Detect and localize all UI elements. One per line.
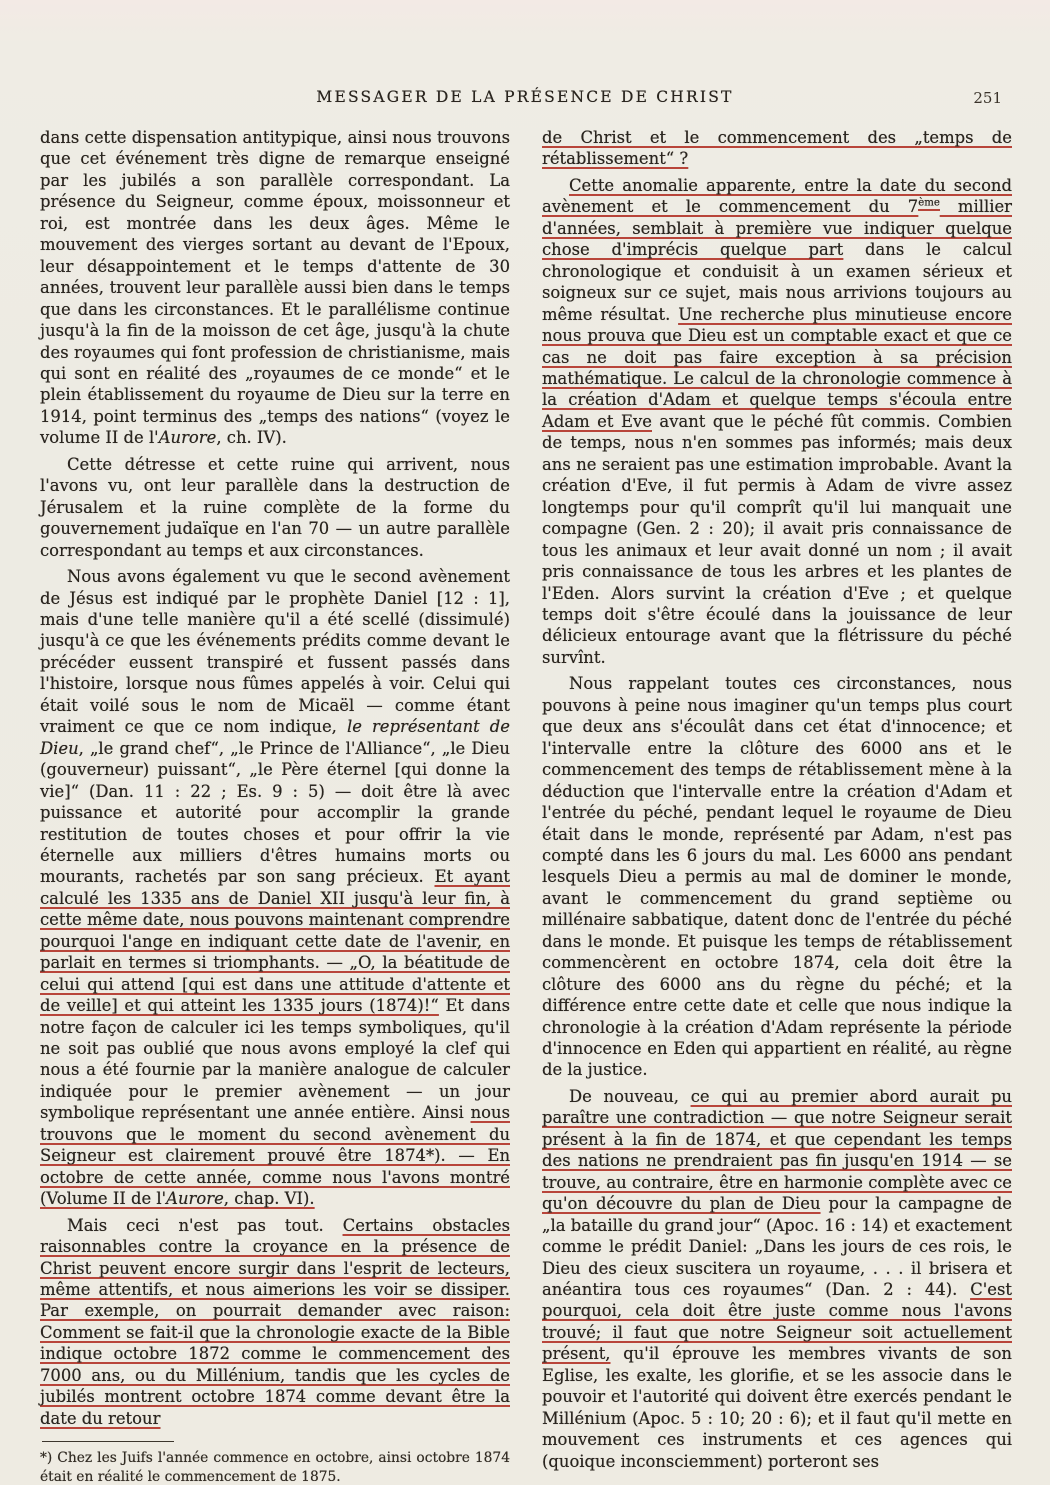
footnote-separator: [42, 1441, 174, 1442]
text-run: C'est pourquoi, cela doit être juste comme nous l'avons trouvé; il faut que notre Seigneur soit actuellement présent,: [542, 1280, 1012, 1364]
text-run: Nous rappelant toutes ces circonstances, nous pouvons à peine nous imaginer qu'un temps plus court que deux ans s'écoulât dans cet état d'innocence; et l'intervalle entre la clôture des 6000 ans et le commencement des temps de rétablissement mène à la déduction que l'intervalle entre la création d'Adam et l'entrée du péché, pendant lequel le royaume de Dieu était dans le monde, représenté par Adam, n'est pas compté dans les 6 jours du mal. Les 6000 ans pendant lesquels Dieu a permis au mal de dominer le monde, avant le commencement du grand septième ou millénaire sabbatique, datent donc de l'entrée du péché dans le monde. Et puisque les temps de rétablissement commencèrent en octobre 1874, cela doit être la clôture des 6000 ans du règne du péché; et la différence entre cette date et celle que nous indique la chronologie à la création d'Adam représente la période d'innocence en Eden qui appartient en réalité, au règne de la justice.: [542, 674, 1012, 1080]
text-run: Et dans notre façon de calculer ici les temps symboliques, qu'il ne soit pas oublié que nous avons employé la clef qui nous a été fournie par la manière analogue de calculer indiquée pour le premier avènement — un jour symbolique représentant une année entière. Ainsi: [40, 996, 510, 1123]
journal-title: MESSAGER DE LA PRÉSENCE DE CHRIST: [316, 88, 734, 106]
text-run: Et ayant calculé les 1335 ans de Daniel XII jusqu'à leur fin, à cette même date, nous pouvons maintenant comprendre pourquoi l'ange en indiquant cette date de l'avenir, en parlait en termes si triomphants. — „O, la béatitude de celui qui attend [qui est dans une attitude d'attente et de veille] et qui atteint les 1335 jours (1874)!“: [40, 867, 510, 1016]
text-run: dans cette dispensation antitypique, ainsi nous trouvons que cet événement très digne de remarque enseigné par les jubilés a son parallèle correspondant. La présence du Seigneur, comme époux, moissonneur et roi, est montrée dans les deux âges. Même le mouvement des vierges sortant au devant de l'Epoux, leur désappointement et le temps d'attente de 30 années, trouvent leur parallèle aussi bien dans le temps que dans les circonstances. Et le parallélisme continue jusqu'à la fin de la moisson de cet âge, jusqu'à la chute des royaumes qui font profession de christianisme, mais qui sont en réalité des „royaumes de ce monde“ et le plein établissement du royaume de Dieu sur la terre en 1914, point terminus des „temps des nations“ (voyez le volume II de l': [40, 128, 510, 448]
text-run: Aurore: [158, 428, 217, 448]
paragraph: [40, 454, 510, 561]
page-header: [0, 88, 1050, 112]
text-run: millier d'années, semblait à première vue indiquer quelque chose d'imprécis quelque part: [542, 197, 1012, 260]
text-columns: [40, 127, 1012, 1485]
text-run: dans le calcul chronologique et conduisit à un examen sérieux et soigneux sur ce sujet, mais nous arrivions toujours au même résultat.: [542, 240, 1012, 324]
text-run: Cette anomalie apparente, entre la date du second avènement et le commencement du 7: [542, 175, 1012, 217]
text-run: , chap. VI).: [223, 1189, 315, 1209]
paragraph: [40, 1215, 510, 1430]
column-left: [40, 127, 510, 1485]
text-run: , ch. IV).: [216, 428, 287, 448]
text-run: ce qui au premier abord aurait pu paraître une contradiction — que notre Seigneur serait présent à la fin de 1874, et que cependant les temps des nations ne prendraient pas fin jusqu'en 1914 — se trouve, au contraire, être en harmonie complète avec ce qu'on découvre du plan de Dieu: [542, 1086, 1012, 1214]
paragraph: [542, 1086, 1012, 1472]
text-run: De nouveau,: [569, 1086, 691, 1106]
text-run: Certains obstacles raisonnables contre la croyance en la présence de Christ peuvent encore surgir dans l'esprit de lecteurs, même attentifs, et nous aimerions les voir se dissiper. Par exemple, on pourrait demander avec raison: Comment se fait-il que la chronologie exacte de la Bible indique octobre 1872 comme le commencement des 7000 ans, ou du Millénium, tandis que les cycles de jubilés montrent octobre 1874 comme devant être la date du retour: [40, 1215, 510, 1428]
text-run: nous trouvons que le moment du second avènement du Seigneur est clairement prouvé être 1874*). — En octobre de cette année, comme nous l'avons montré (Volume II de l': [40, 1103, 510, 1209]
paragraph: [40, 566, 510, 1210]
column-right: [542, 127, 1012, 1485]
paragraph: [542, 175, 1012, 668]
paragraph: [542, 127, 1012, 170]
text-run: pour la campagne de „la bataille du grand jour“ (Apoc. 16 : 14) et exactement comme le prédit Daniel: „Dans les jours de ces rois, le Dieu des cieux suscitera un royaume, . . . il brisera et anéantira tous ces royaumes“ (Dan. 2 : 44).: [542, 1194, 1012, 1300]
text-run: Mais ceci n'est pas tout.: [67, 1215, 343, 1235]
paragraph: [542, 673, 1012, 1081]
text-run: le représentant de Dieu: [40, 717, 510, 758]
text-run: Nous avons également vu que le second avènement de Jésus est indiqué par le prophète Daniel [12 : 1], mais d'une telle manière qu'il a été scellé (dissimulé) jusqu'à ce que les événements prédits comme devant le précéder eussent transpiré et fussent passés dans l'histoire, lorsque nous fûmes appelés à voir. Celui qui était voilé sous le nom de Micaël — comme étant vraiment ce que ce nom indique,: [40, 567, 510, 737]
text-run: , „le grand chef“, „le Prince de l'Alliance“, „le Dieu (gouverneur) puissant“, „le Père éternel [qui donne la vie]“ (Dan. 11 : 22 ; Es. 9 : 5) — doit être là avec puissance et autorité pour accomplir la grande restitution de toutes choses et pour offrir la vie éternelle aux milliers d'êtres humains morts ou mourants, rachetés par son sang précieux.: [40, 738, 510, 887]
page-number: 251: [973, 89, 1002, 107]
text-run: ème: [918, 197, 940, 209]
paragraph: [40, 127, 510, 449]
footnote: [40, 1449, 510, 1485]
text-run: Cette détresse et cette ruine qui arrivent, nous l'avons vu, ont leur parallèle dans la destruction de Jérusalem et la ruine complète de la forme du gouvernement judaïque en l'an 70 — un autre parallèle correspondant au temps et aux circonstances.: [40, 454, 510, 560]
text-run: avant que le péché fût commis. Combien de temps, nous n'en sommes pas informés; mais deux ans ne seraient pas une estimation improbable. Avant la création d'Eve, il fut permis à Adam de vivre assez longtemps pour qu'il comprît qu'il lui manquait une compagne (Gen. 2 : 20); il avait pris connaissance de tous les animaux et leur avait donné un nom ; il avait pris connaissance de tous les arbres et les plantes de l'Eden. Alors survint la création d'Eve ; et quelque temps doit s'être écoulé dans la jouissance de leur délicieux entourage avant que la flétrissure du péché survînt.: [542, 411, 1012, 667]
text-run: qu'il éprouve les membres vivants de son Eglise, les exalte, les glorifie, et se les associe dans le pouvoir et l'autorité qui doivent être exercés pendant le Millénium (Apoc. 5 : 10; 20 : 6); et il faut qu'il mette en mouvement ces instruments et ces agences qui (quoique inconsciemment) porteront ses: [542, 1344, 1012, 1471]
text-run: *) Chez les Juifs l'année commence en octobre, ainsi octobre 1874 était en réalité le commencement de 1875.: [40, 1450, 510, 1485]
text-run: Une recherche plus minutieuse encore nous prouva que Dieu est un comptable exact et que ce cas ne doit pas faire exception à sa précision mathématique. Le calcul de la chronologie commence à la création d'Adam et quelque temps s'écoula entre Adam et Eve: [542, 304, 1012, 431]
text-run: de Christ et le commencement des „temps de rétablissement“ ?: [542, 128, 1012, 169]
text-run: Aurore: [166, 1189, 224, 1209]
